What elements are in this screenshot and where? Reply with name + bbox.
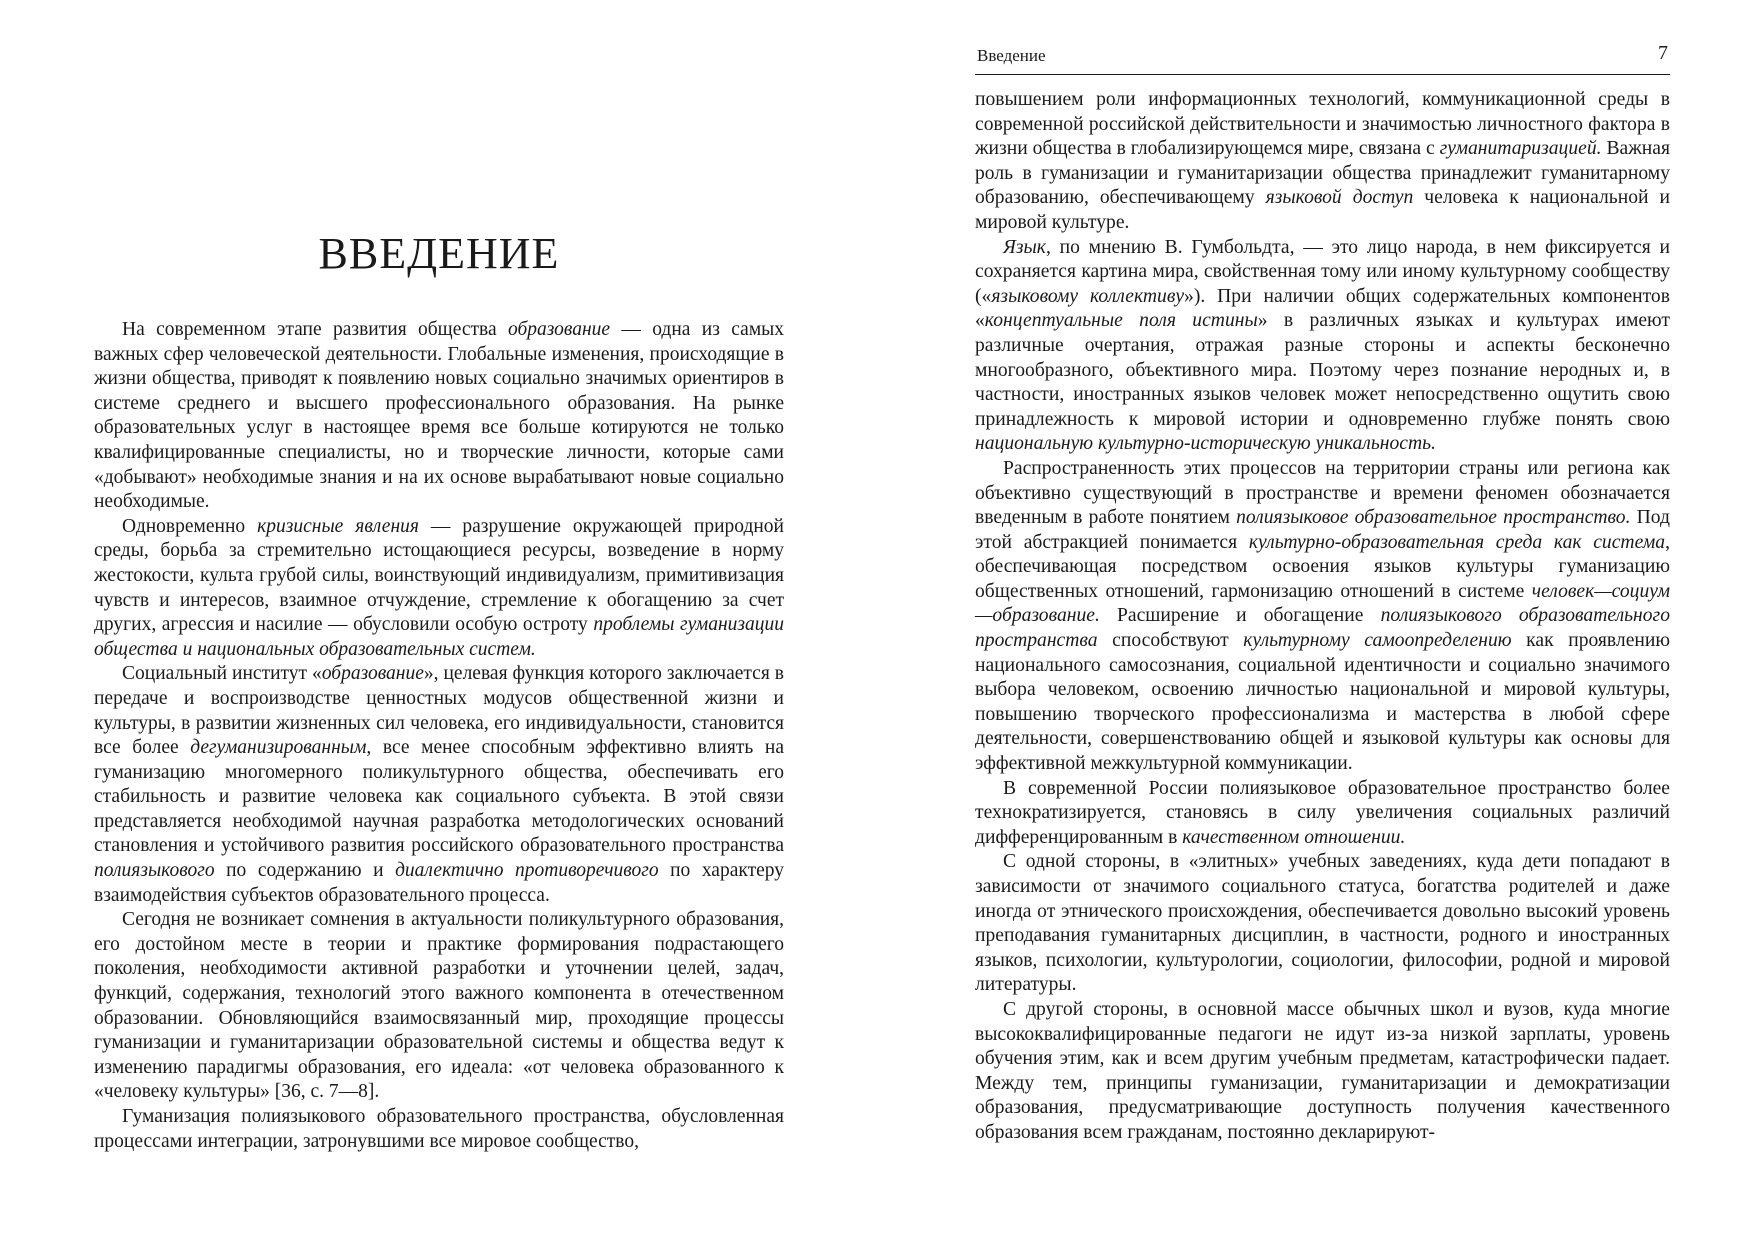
italic-term: полиязыкового: [94, 860, 215, 882]
page-number: 7: [1658, 42, 1668, 64]
italic-term: дегуманизированным,: [190, 737, 372, 759]
paragraph: Язык, по мнению В. Гумбольдта, — это лицо народа, в нем фиксируется и сохраняется картина мира, свойственная тому или иному культурному сообществу («языковому коллективу»). При наличии общих содержательных компонентов «концептуальные поля истины» в различных языках и культурах имеют различные очертания, отражая разные стороны и аспекты бесконечно многообразного, объективного мира. Поэтому через познание неродных и, в частности, иностранных языков человек может непосредственно ощутить свою принадлежность к мировой истории и одновременно глубже понять свою национальную культурно-историческую уникальность.: [975, 236, 1670, 455]
italic-term: проблемы гуманизации общества и национальных образовательных систем.: [94, 614, 784, 660]
paragraph: Распространенность этих процессов на территории страны или региона как объективно существующий в пространстве и времени феномен обозначается введенным в работе понятием полиязыковое образовательное пространство. Под этой абстракцией понимается культурно-образовательная среда как система, обеспечивающая посредством освоения языков культуры гуманизацию общественных отношений, гармонизацию отношений в системе человек—социум—образование. Расширение и обогащение полиязыкового образовательного пространства способствуют культурному самоопределению как проявлению национального самосознания, социальной идентичности и социально значимого выбора человеком, освоению личностью национальной и мировой культуры, повышению творческого профессионализма и мастерства в любой сфере деятельности, совершенствованию общей и языковой культуры как основы для эффективной межкультурной коммуникации.: [975, 457, 1671, 775]
italic-term: образование: [321, 663, 424, 685]
italic-term: культурному самоопределению: [1243, 630, 1512, 652]
italic-term: полиязыковое образовательное пространство.: [1236, 507, 1631, 529]
italic-term: гуманитаризацией.: [1439, 138, 1602, 160]
paragraph: С другой стороны, в основной массе обычных школ и вузов, куда многие высококвалифицированные педагоги не идут из-за низкой зарплаты, уровень обучения этим, как и всем другим учебным предметам, катастрофически падает. Между тем, принципы гуманизации, гуманитаризации и демократизации образования, предусматривающие доступность получения качественного образования всем гражданам, постоянно декларируют-: [975, 998, 1670, 1143]
running-header: [975, 42, 1670, 75]
right-page-body: [975, 88, 1670, 1146]
italic-term: культурно-образовательная среда как система: [1248, 531, 1666, 553]
left-page-body: [94, 318, 784, 1154]
italic-term: национальную культурно-историческую уникальность.: [975, 433, 1436, 455]
paragraph: Социальный институт «образование», целевая функция которого заключается в передаче и воспроизводстве ценностных модусов общественной жизни и культуры, в развитии жизненных сил человека, его индивидуальности, становится все более дегуманизированным, все менее способным эффективно влиять на гуманизацию многомерного поликультурного общества, обеспечивать его стабильность и развитие человека как социального субъекта. В этой связи представляется необходимой научная разработка методологических оснований становления и устойчивого развития российского образовательного пространства полиязыкового по содержанию и диалектично противоречивого по характеру взаимодействия субъектов образовательного процесса.: [94, 663, 785, 906]
italic-term: образование: [507, 319, 611, 340]
paragraph: В современной России полиязыковое образовательное пространство более технократизируется, становясь в силу увеличения социальных различий дифференцированным в качественном отношении.: [975, 777, 1670, 848]
chapter-title: ВВЕДЕНИЕ: [318, 229, 560, 278]
italic-term: Язык: [1003, 236, 1046, 258]
italic-term: концептуальные поля истины: [984, 310, 1258, 332]
paragraph: Одновременно кризисные явления — разрушение окружающей природной среды, борьба за стремительно истощающиеся ресурсы, возведение в норму жестокости, культа грубой силы, воинствующий индивидуализм, примитивизация чувств и интересов, взаимное отчуждение, стремление к обогащению за счет других, агрессия и насилие — обусловили особую остроту проблемы гуманизации общества и национальных образовательных систем.: [94, 515, 784, 660]
italic-term: полиязыкового образовательного пространства: [975, 605, 1670, 652]
italic-term: человек—социум—образование.: [975, 580, 1670, 627]
italic-term: языковому коллективу: [991, 285, 1185, 307]
paragraph: С одной стороны, в «элитных» учебных заведениях, куда дети попадают в зависимости от значимого социального статуса, богатства родителей и даже иногда от этнического происхождения, обеспечивается довольно высокий уровень преподавания гуманитарных дисциплин, в частности, родного и иностранных языков, психологии, культурологии, социологии, философии, родной и мировой литературы.: [975, 851, 1670, 996]
italic-term: диалектично противоречивого: [395, 860, 659, 882]
italic-term: языковой доступ: [1265, 187, 1414, 209]
paragraph: Гуманизация полиязыкового образовательного пространства, обусловленная процессами интеграции, затронувшими все мировое сообщество,: [94, 1106, 784, 1152]
italic-term: качественном отношении.: [1182, 826, 1406, 848]
italic-term: кризисные явления: [257, 515, 419, 537]
running-header-title: Введение: [977, 46, 1046, 65]
paragraph: Сегодня не возникает сомнения в актуальности поликультурного образования, его достойном месте в теории и практике формирования подрастающего поколения, необходимости активной разработки и уточнении целей, задач, функций, содержания, технологий этого важного компонента в отечественном образовании. Обновляющийся взаимосвязанный мир, проходящие процессы гуманизации и гуманитаризации образовательной системы и общества ведут к изменению парадигмы образования, его идеала: «от человека образованного к «человеку культуры» [36, с. 7—8].: [94, 909, 784, 1103]
paragraph: На современном этапе развития общества образование — одна из самых важных сфер человеческой деятельности. Глобальные изменения, происходящие в жизни общества, приводят к появлению новых социально значимых ориентиров в системе среднего и высшего профессионального образования. На рынке образовательных услуг в настоящее время все больше котируются не только квалифицированные специалисты, но и творческие личности, которые сами «добывают» необходимые знания и на их основе вырабатывают новые социально необходимые.: [94, 319, 785, 513]
paragraph-continued: повышением роли информационных технологий, коммуникационной среды в современной российской действительности и значимостью личностного фактора в жизни общества в глобализирующемся мире, связана с гуманитаризацией. Важная роль в гуманизации и гуманитаризации общества принадлежит гуманитарному образованию, обеспечивающему языковой доступ человека к национальной и мировой культуре.: [975, 89, 1670, 233]
